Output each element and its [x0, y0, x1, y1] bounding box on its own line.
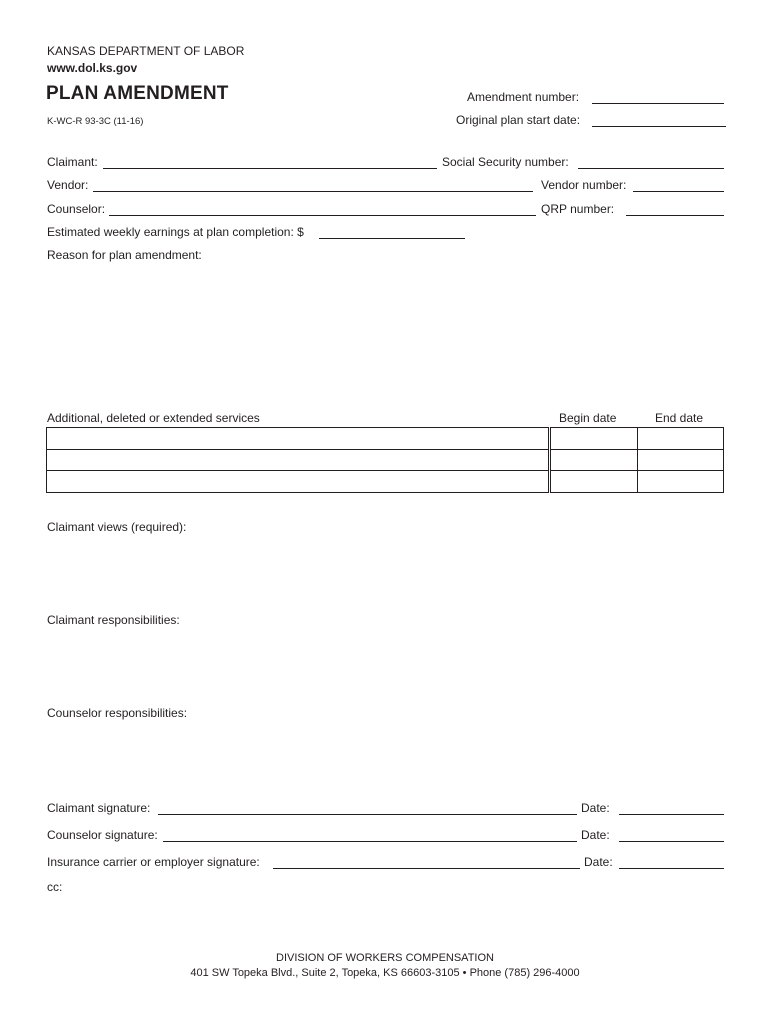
agency-name: KANSAS DEPARTMENT OF LABOR: [47, 44, 245, 58]
estimated-earnings-label: Estimated weekly earnings at plan completion: $: [47, 225, 304, 239]
service-cell[interactable]: [47, 428, 550, 450]
qrp-number-field[interactable]: [626, 215, 724, 216]
claimant-views-field[interactable]: [46, 538, 724, 608]
claimant-date-label: Date:: [581, 801, 610, 815]
footer-address: 401 SW Topeka Blvd., Suite 2, Topeka, KS 66603-3105 • Phone (785) 296-4000: [190, 967, 580, 979]
counselor-field[interactable]: [109, 215, 536, 216]
table-row: [47, 449, 724, 471]
counselor-signature-label: Counselor signature:: [47, 828, 158, 842]
begin-date-cell[interactable]: [550, 449, 638, 471]
claimant-signature-field[interactable]: [158, 814, 577, 815]
begin-date-cell[interactable]: [550, 428, 638, 450]
end-date-cell[interactable]: [638, 471, 724, 493]
counselor-signature-field[interactable]: [163, 841, 577, 842]
begin-date-heading: Begin date: [559, 411, 617, 425]
vendor-number-label: Vendor number:: [541, 178, 627, 192]
original-plan-start-date-label: Original plan start date:: [456, 113, 581, 127]
claimant-date-field[interactable]: [619, 814, 724, 815]
begin-date-cell[interactable]: [550, 471, 638, 493]
ssn-field[interactable]: [578, 168, 724, 169]
amendment-number-field[interactable]: [592, 103, 724, 104]
end-date-cell[interactable]: [638, 428, 724, 450]
end-date-heading: End date: [655, 411, 704, 425]
claimant-responsibilities-label: Claimant responsibilities:: [47, 613, 180, 627]
vendor-label: Vendor:: [47, 178, 89, 192]
form-title: PLAN AMENDMENT: [46, 83, 229, 104]
counselor-responsibilities-field[interactable]: [46, 724, 724, 794]
counselor-date-field[interactable]: [619, 841, 724, 842]
agency-website: www.dol.ks.gov: [47, 61, 138, 75]
vendor-number-field[interactable]: [633, 191, 724, 192]
table-row: [47, 471, 724, 493]
table-row: [47, 428, 724, 450]
insurance-signature-label: Insurance carrier or employer signature:: [47, 855, 260, 869]
footer-division: DIVISION OF WORKERS COMPENSATION: [276, 952, 494, 964]
service-cell[interactable]: [47, 471, 550, 493]
claimant-responsibilities-field[interactable]: [46, 631, 724, 701]
insurance-date-label: Date:: [584, 855, 613, 869]
claimant-field[interactable]: [103, 168, 437, 169]
reason-field[interactable]: [46, 266, 724, 396]
counselor-label: Counselor:: [47, 202, 106, 216]
end-date-cell[interactable]: [638, 449, 724, 471]
vendor-field[interactable]: [93, 191, 533, 192]
form-code: K-WC-R 93-3C (11-16): [47, 116, 144, 127]
reason-label: Reason for plan amendment:: [47, 248, 202, 262]
cc-label: cc:: [47, 880, 63, 894]
claimant-label: Claimant:: [47, 155, 98, 169]
services-table: [46, 427, 724, 493]
insurance-date-field[interactable]: [619, 868, 724, 869]
counselor-responsibilities-label: Counselor responsibilities:: [47, 706, 188, 720]
services-heading: Additional, deleted or extended services: [47, 411, 260, 425]
estimated-earnings-field[interactable]: [319, 238, 465, 239]
qrp-number-label: QRP number:: [541, 202, 615, 216]
original-plan-start-date-field[interactable]: [592, 126, 726, 127]
counselor-date-label: Date:: [581, 828, 610, 842]
insurance-signature-field[interactable]: [273, 868, 580, 869]
ssn-label: Social Security number:: [442, 155, 569, 169]
claimant-signature-label: Claimant signature:: [47, 801, 151, 815]
amendment-number-label: Amendment number:: [467, 90, 580, 104]
claimant-views-label: Claimant views (required):: [47, 520, 187, 534]
service-cell[interactable]: [47, 449, 550, 471]
